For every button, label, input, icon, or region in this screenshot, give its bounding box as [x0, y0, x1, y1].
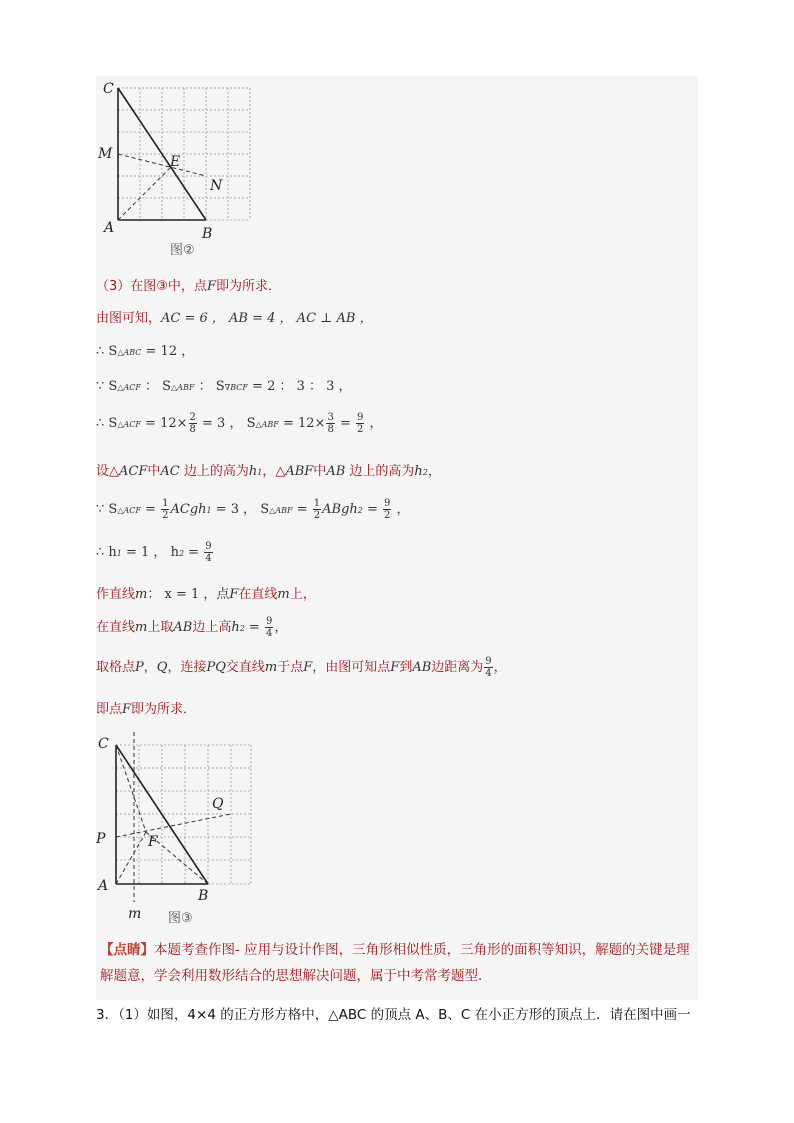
sol-line-9: 作直线m： x = 1 ，点F在直线m上，	[96, 587, 316, 602]
fig2-label-n: N	[210, 178, 223, 194]
question-3-text: 3．（1）如图，4×4 的正方形方格中，△ABC 的顶点 A、B、C 在小正方形的顶点上．请在图中画一	[96, 1007, 691, 1023]
key-point-note	[100, 937, 696, 989]
sol-line-3: ∴ S△ABC = 12 ，	[96, 344, 195, 359]
key-point-tag: 【点睛】	[100, 942, 154, 958]
fig2-label-e: E	[170, 154, 181, 170]
sol-line-2: 由图可知，AC = 6 ， AB = 4 ， AC ⊥ AB ，	[96, 311, 373, 326]
fig2-label-c: C	[103, 81, 114, 97]
fig2-label-a: A	[104, 220, 115, 236]
fig2-caption: 图②	[170, 243, 195, 258]
sol-line-7: ∵ S△ACF = $\frac{1}{2}$ ACgh1 = 3 ， S△ABF = $\frac{1}{2}$ ABgh2 = $\frac{9}{2}$ ，	[96, 498, 410, 521]
fig2-label-b: B	[202, 226, 213, 242]
fig2-label-m: M	[98, 146, 113, 162]
sol-line-11: 取格点P，Q，连接PQ交直线m于点F，由图可知点F到AB边距离为 $\frac{9}{4}$ ，	[96, 656, 507, 679]
sol-line-10: 在直线m上取AB边上高h2 = $\frac{9}{4}$ ，	[96, 616, 288, 639]
fig3-label-b: B	[198, 888, 209, 904]
sol-line-5: ∴ S△ACF = 12× $\frac{2}{8}$ = 3 ， S△ABF = 12× $\frac{3}{8}$ = $\frac{9}{2}$ ，	[96, 412, 383, 435]
fig3-label-q: Q	[212, 796, 224, 812]
key-point-text: 本题考查作图- 应用与设计作图，三角形相似性质，三角形的面积等知识，解题的关键是理解题意，学会利用数形结合的思想解决问题，属于中考常考题型．	[100, 942, 690, 984]
fig3-label-c: C	[98, 736, 109, 752]
fig3-label-p: P	[96, 831, 106, 847]
sol-line-6: 设△ACF中AC 边上的高为h1，△ABF中AB 边上的高为h2，	[96, 464, 441, 479]
sol-line-8: ∴ h1 = 1 ， h2 = $\frac{9}{4}$	[96, 541, 212, 564]
fig3-caption: 图③	[168, 911, 193, 926]
sol-line-12: 即点F即为所求．	[96, 702, 197, 717]
figure-2	[98, 78, 258, 262]
fig3-label-m: m	[128, 906, 142, 922]
fig3-label-f: F	[148, 834, 158, 850]
figure-3	[96, 730, 256, 926]
sol-line-1: （3）在图③中，点F即为所求．	[96, 279, 281, 294]
sol-line-4: ∵ S△ACF ： S△ABF ： S∇BCF = 2 ： 3 ： 3 ，	[96, 379, 352, 394]
fig3-label-a: A	[98, 878, 109, 894]
